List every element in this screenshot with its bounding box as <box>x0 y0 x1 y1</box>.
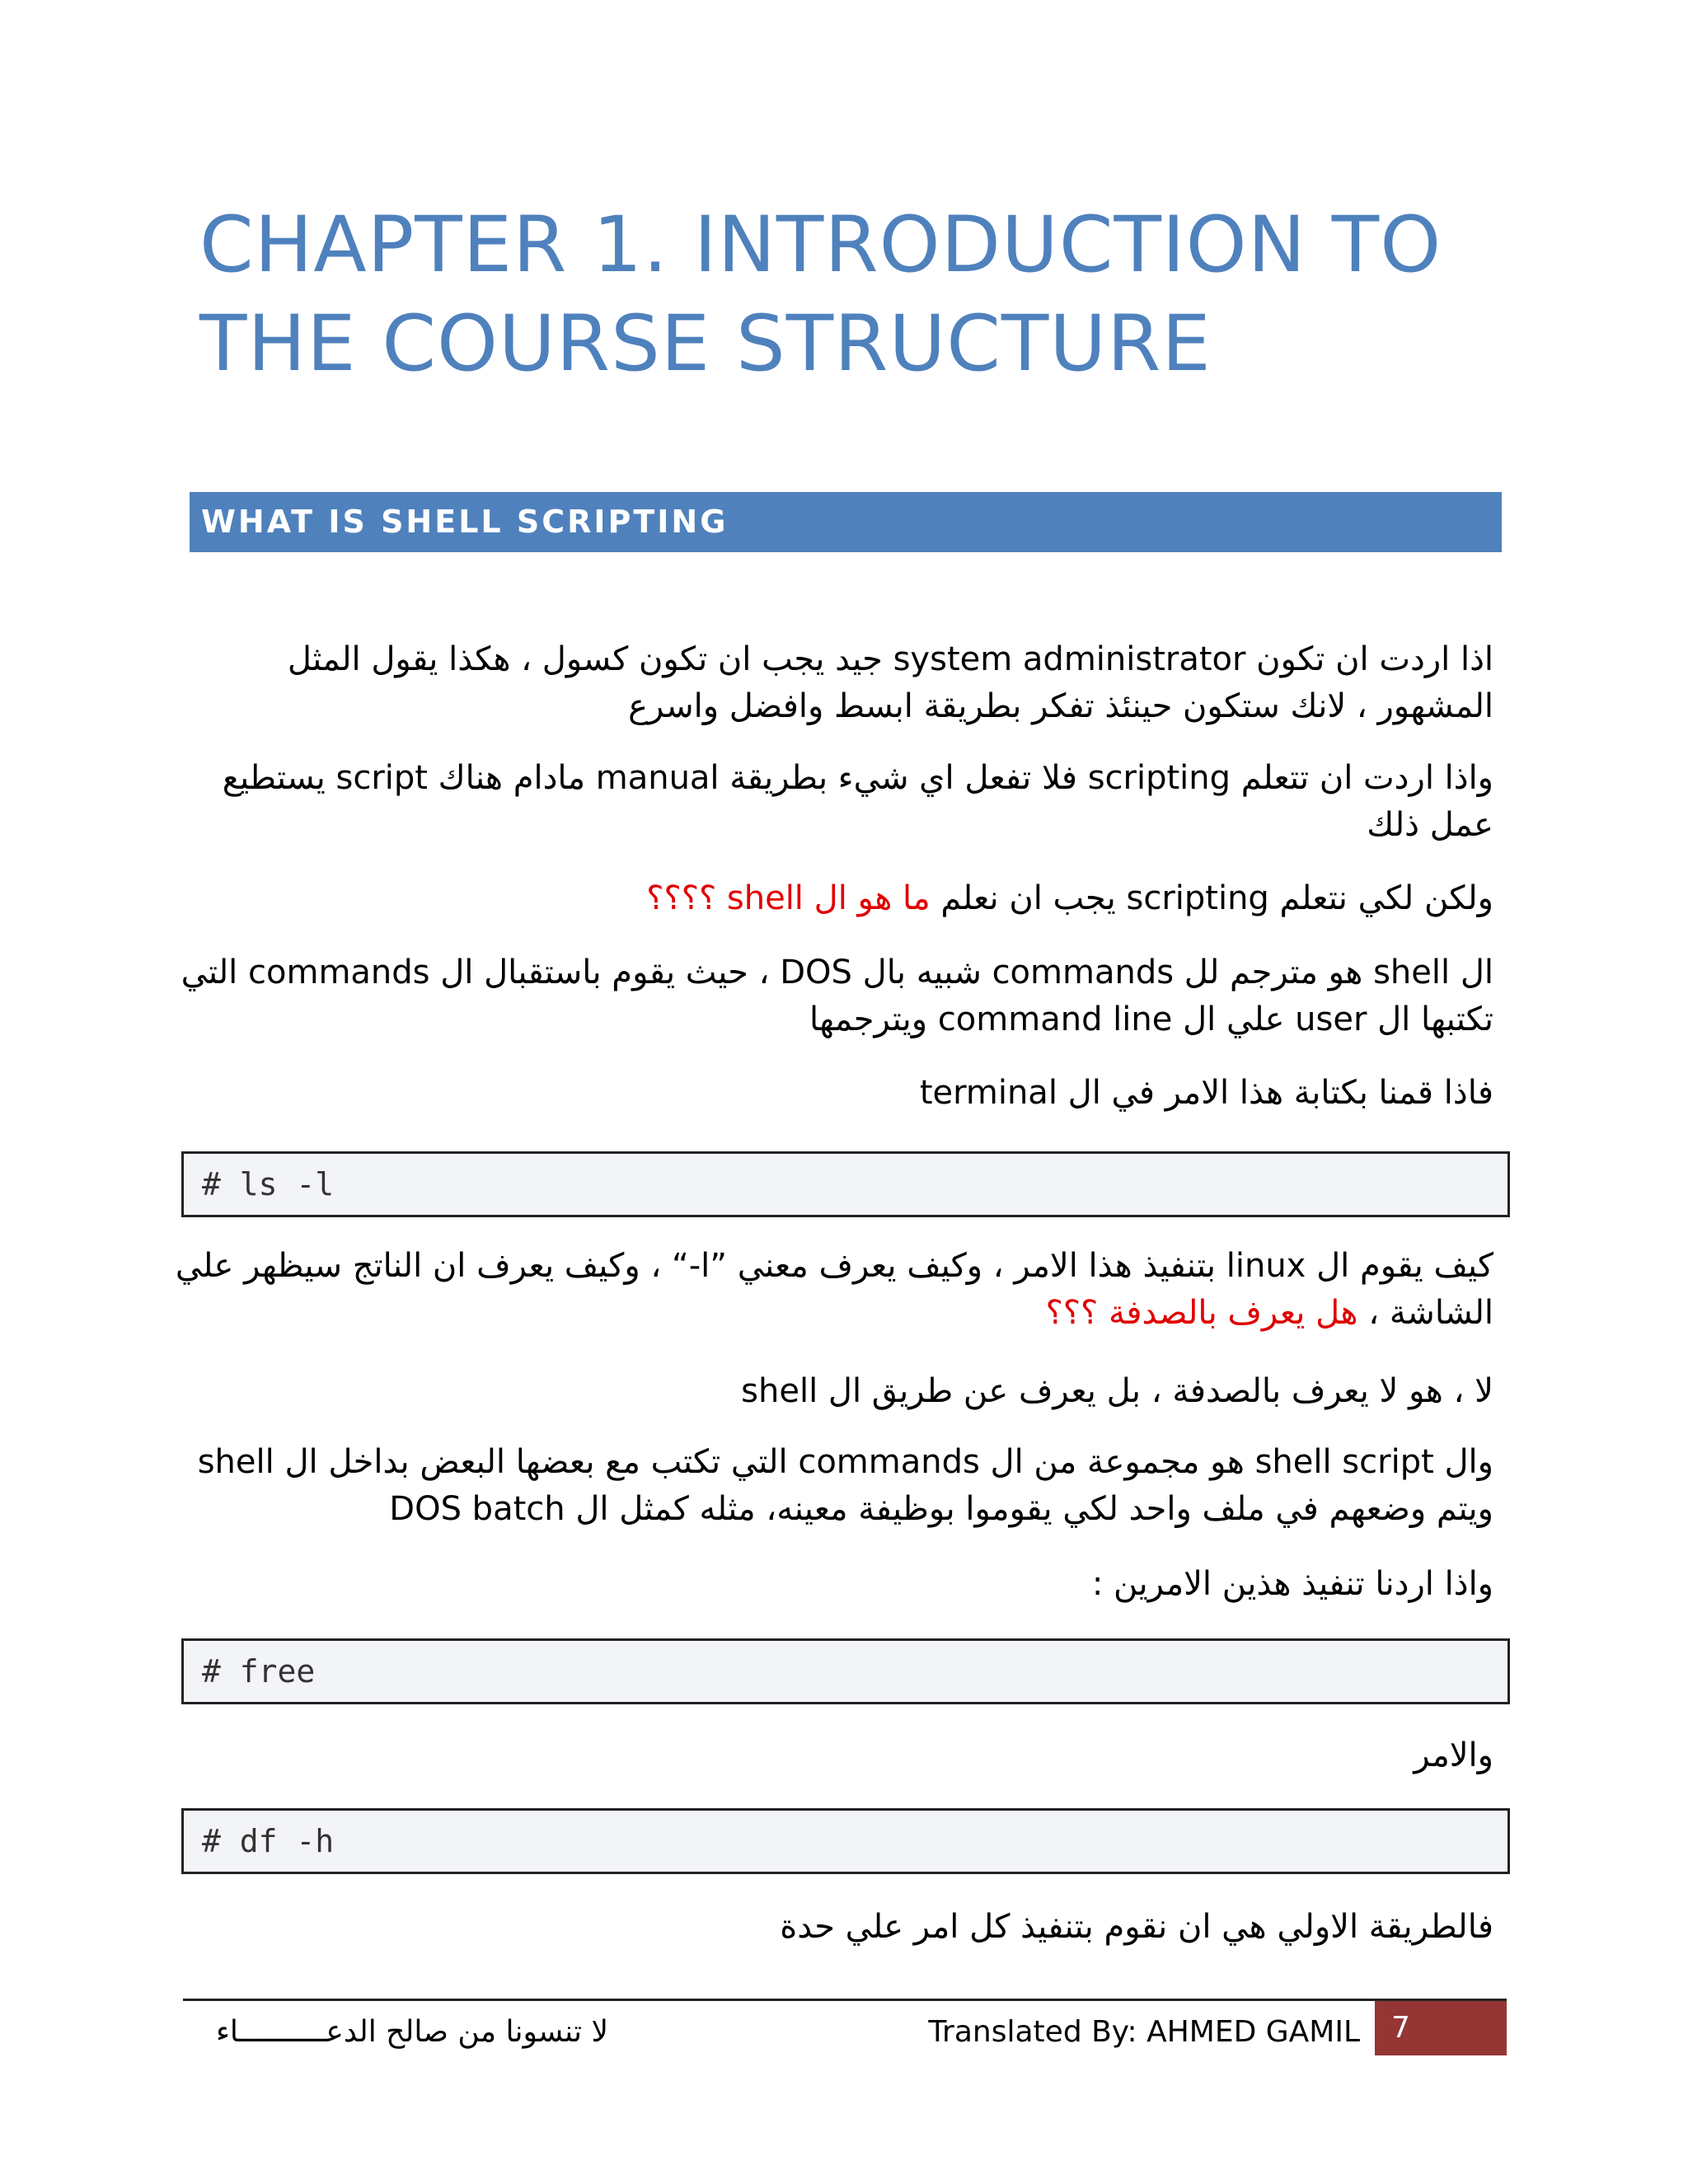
paragraph-6-text: كيف يقوم ال linux بتنفيذ هذا الامر ، وكيف يعرف معني ”l-“ ، وكيف يعرف ان الناتج سيظهر علي الشاشة ، <box>175 1247 1493 1332</box>
paragraph-4: ال shell هو مترجم لل commands شبيه بال DOS ، حيث يقوم باستقبال ال commands التي تكتبها ال user علي ال command line ويترجمها <box>181 954 1493 1038</box>
code-block-free: # free <box>181 1638 1510 1704</box>
footer-divider <box>183 1999 1507 2001</box>
paragraph-9: واذا اردنا تنفيذ هذين الامرين : <box>1091 1565 1493 1603</box>
footer-credit: Translated By: AHMED GAMIL <box>928 2015 1360 2049</box>
paragraph-6-highlight: هل يعرف بالصدفة ؟؟؟ <box>1045 1294 1358 1332</box>
paragraph-3 <box>175 875 1493 922</box>
paragraph-7: لا ، هو لا يعرف بالصدفة ، بل يعرف عن طريق ال shell <box>741 1372 1493 1410</box>
paragraph-6 <box>175 1243 1493 1337</box>
code-block-df: # df -h <box>181 1808 1510 1874</box>
paragraph-5: فاذا قمنا بكتابة هذا الامر في ال terminal <box>919 1074 1493 1112</box>
code-block-ls: # ls -l <box>181 1151 1510 1217</box>
paragraph-8: وال shell script هو مجموعة من ال commands التي تكتب مع بعضها البعض بداخل ال shell ويتم وضعهم في ملف واحد لكي يقوموا بوظيفة معينه، مثله كمثل ال DOS batch <box>197 1443 1493 1528</box>
paragraph-10: والامر <box>1414 1736 1493 1774</box>
paragraph-3-text: ولكن لكي نتعلم scripting يجب ان نعلم <box>940 879 1493 917</box>
paragraph-1: اذا اردت ان تكون system administrator جيد يجب ان تكون كسول ، هكذا يقول المثل المشهور ، لانك ستكون حينئذ تفكر بطريقة ابسط وافضل واسرع <box>287 640 1493 725</box>
paragraph-2: واذا اردت ان تتعلم scripting فلا تفعل اي شيء بطريقة manual مادام هناك script يستطيع عمل ذلك <box>222 759 1493 844</box>
paragraph-3-highlight: ما هو ال shell ؟؟؟؟ <box>646 879 931 917</box>
page-number: 7 <box>1375 2001 1507 2055</box>
section-heading: WHAT IS SHELL SCRIPTING <box>190 492 1502 552</box>
footer-dua-text: لا تنسونا من صالح الدعــــــــــاء <box>216 2015 609 2049</box>
paragraph-11: فالطريقة الاولي هي ان نقوم بتنفيذ كل امر علي حدة <box>780 1908 1493 1946</box>
chapter-title: CHAPTER 1. INTRODUCTION TO THE COURSE STRUCTURE <box>199 200 1442 389</box>
